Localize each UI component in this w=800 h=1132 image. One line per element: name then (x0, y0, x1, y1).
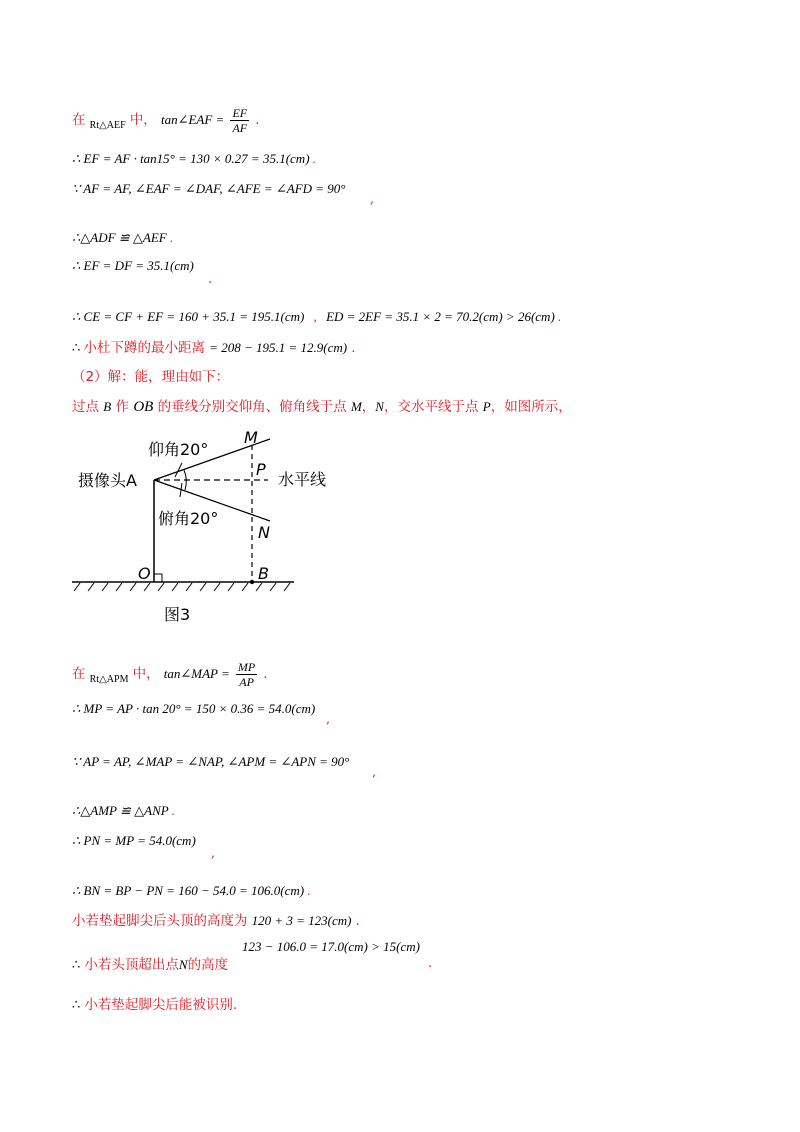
formula: ∵ AF = AF, ∠EAF = ∠DAF, ∠AFE = ∠AFD = 90° (72, 181, 346, 196)
figure-caption: 图3 (164, 605, 191, 624)
formula: ∴ EF = DF = 35.1(cm) (72, 258, 194, 273)
formula: ∴ PN = MP = 54.0(cm) (72, 833, 196, 848)
line-because-2 (72, 753, 349, 771)
formula: ∴△AMP ≌ △ANP (72, 803, 169, 818)
text-i: ，交水平线于点 (383, 399, 483, 415)
comma: , (370, 192, 375, 207)
text-c: 作 (111, 399, 134, 415)
label-m: M (244, 428, 258, 447)
label-elevation: 仰角20° (148, 440, 209, 459)
point-n: N (375, 399, 384, 414)
line-pn-mp (72, 832, 196, 850)
formula-ed: ED = 2EF = 35.1 × 2 = 70.2(cm) > 26(cm) (326, 309, 555, 324)
point-n: N (178, 957, 188, 972)
label-p: P (256, 460, 266, 479)
period: . (263, 667, 268, 682)
period: . (558, 309, 562, 324)
text-g: ， (361, 399, 376, 415)
formula: ∵ AP = AP, ∠MAP = ∠NAP, ∠APM = ∠APN = 90° (72, 754, 350, 769)
label-depression: 俯角20° (158, 509, 219, 528)
line-because-1 (72, 180, 346, 198)
line-tan-eaf (72, 106, 259, 135)
formula: ∴ MP = AP · tan 20° = 150 × 0.36 = 54.0(cm) (72, 701, 316, 716)
formula: ∴△ADF ≌ △AEF (72, 230, 167, 245)
text-a: 过点 (72, 399, 104, 415)
label-b: B (258, 564, 269, 583)
formula: ∴ BN = BP − PN = 160 − 54.0 = 106.0(cm) (72, 883, 305, 898)
line-construction (72, 398, 572, 416)
formula: 120 + 3 = 123(cm) (251, 913, 352, 928)
formula: = 208 − 195.1 = 12.9(cm) (209, 340, 348, 355)
line-exceed-n (72, 956, 228, 975)
figure-3 (72, 425, 332, 635)
therefore: ∴ (72, 340, 84, 355)
triangle-label: Rt△AEF (89, 120, 126, 131)
fraction (230, 106, 249, 135)
denominator: AF (232, 121, 248, 135)
formula-excess: 123 − 106.0 = 17.0(cm) > 15(cm) (242, 939, 420, 954)
text-conclusion: 小若垫起脚尖后能被识别. (84, 997, 238, 1013)
comma: , (326, 712, 331, 727)
line-bn-calc (72, 882, 311, 900)
period: . (171, 803, 175, 818)
period: . (312, 151, 317, 166)
line-min-squat (72, 339, 355, 358)
period: . (351, 341, 356, 356)
text-exceed: 小若头顶超出点 (84, 957, 179, 973)
text-zhong: 中， (132, 666, 160, 682)
line-mp-calc (72, 700, 315, 718)
text-zai: 在 (72, 112, 86, 128)
formula-lhs: tan∠EAF = (160, 112, 225, 127)
label-horizontal: 水平线 (278, 470, 327, 489)
label-o: O (138, 564, 151, 583)
text-zhong: 中， (129, 112, 157, 128)
right-angle-mark (154, 574, 162, 582)
line-tan-map (72, 660, 268, 689)
period: . (255, 113, 260, 128)
formula: ∴ EF = AF · tan15° = 130 × 0.27 = 35.1(cm) (72, 151, 310, 166)
line-head-height (72, 912, 360, 931)
comma: , (372, 765, 377, 780)
line-congruent-1 (72, 229, 173, 247)
line-part2: （2）解：能，理由如下： (72, 369, 230, 385)
period: . (428, 956, 433, 971)
text-head-height: 小若垫起脚尖后头顶的高度为 (72, 913, 248, 929)
text-zai: 在 (72, 666, 86, 682)
triangle-label: Rt△APM (89, 674, 129, 685)
line-ef-df (72, 257, 194, 275)
point-p: P (482, 399, 491, 414)
segment-ob: OB (133, 399, 154, 415)
denominator: AP (239, 675, 254, 689)
period: . (355, 914, 360, 929)
line-ce-ed (72, 308, 561, 326)
period: . (307, 883, 311, 898)
label-n: N (258, 523, 270, 542)
text-k: ，如图所示， (490, 399, 572, 415)
point-m: M (350, 399, 362, 414)
comma: , (313, 309, 317, 324)
text-e: 的垂线分别交仰角、俯角线于点 (153, 399, 351, 415)
text-min-squat: 小杜下蹲的最小距离 (83, 340, 206, 356)
comma: , (211, 846, 216, 861)
numerator: EF (232, 106, 248, 120)
fraction (236, 660, 257, 689)
period: . (170, 230, 174, 245)
period: . (208, 272, 213, 287)
label-camera: 摄像头A (78, 471, 137, 490)
point-b-dot (250, 580, 254, 584)
point-b: B (103, 399, 112, 414)
line-conclusion (72, 996, 237, 1015)
formula-ce: ∴ CE = CF + EF = 160 + 35.1 = 195.1(cm) (72, 309, 305, 324)
line-congruent-2 (72, 802, 175, 820)
numerator: MP (237, 660, 256, 674)
formula-lhs: tan∠MAP = (163, 666, 230, 681)
therefore: ∴ (72, 997, 81, 1012)
line-ef-calc (72, 150, 316, 168)
text-height: 的高度 (187, 957, 229, 973)
therefore: ∴ (72, 957, 81, 972)
ground-hatching (74, 583, 290, 591)
